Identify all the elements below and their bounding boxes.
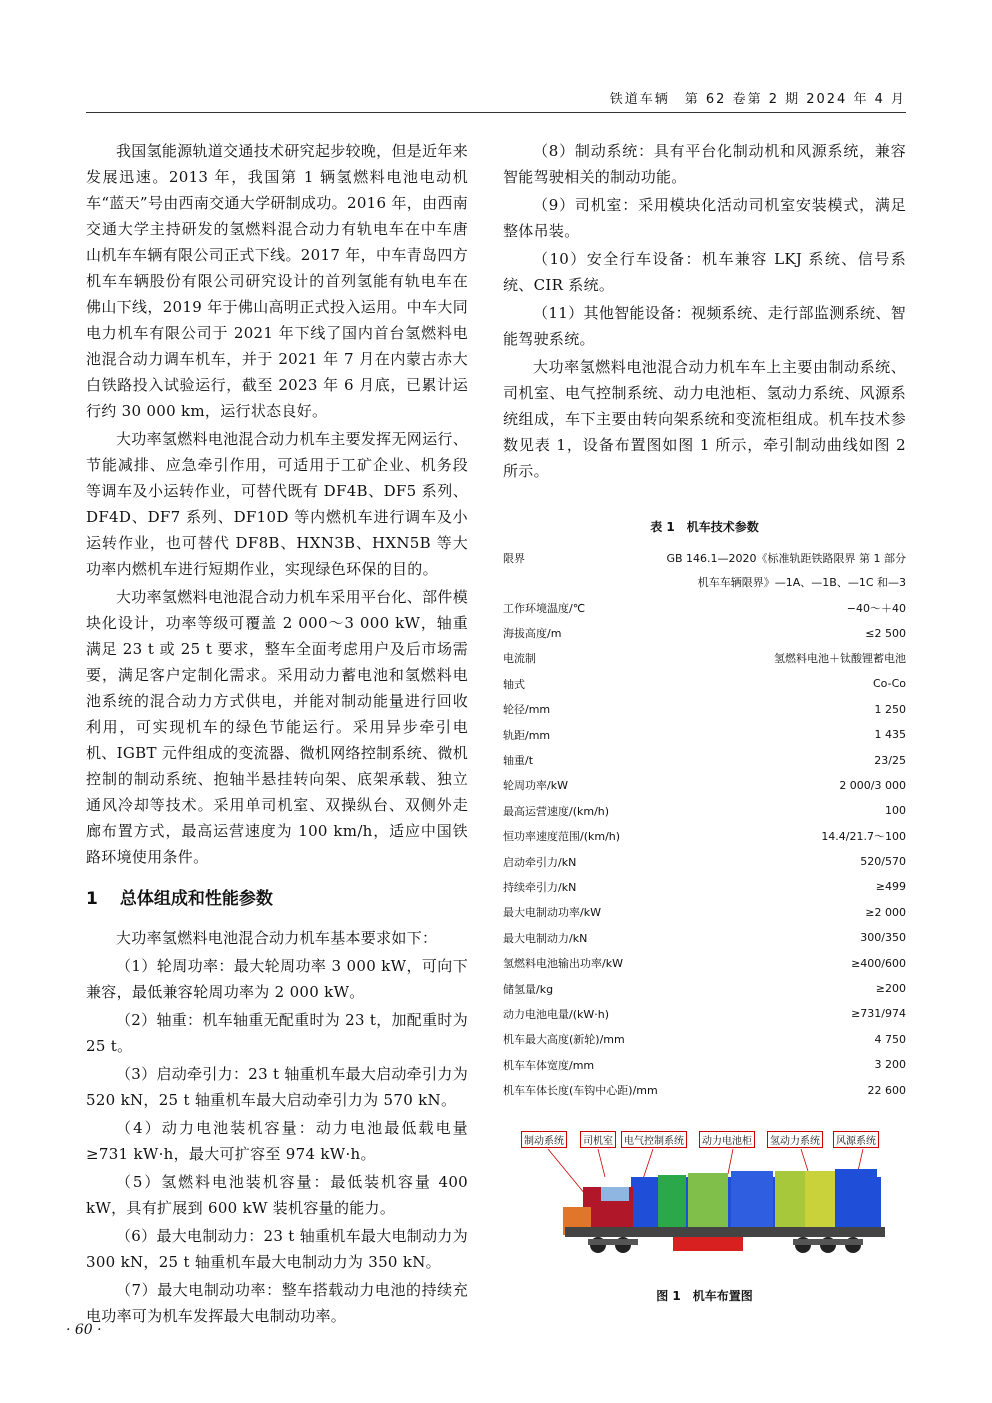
param-value: 2 000/3 000 [839, 778, 906, 792]
fig-label: 动力电池柜 [699, 1131, 755, 1148]
param-name: 轴式 [503, 677, 525, 691]
param-value: 3 200 [874, 1058, 906, 1072]
param-name: 轨距/mm [503, 728, 551, 742]
param-value: ≤2 500 [865, 626, 906, 640]
paragraph: 大功率氢燃料电池混合动力机车主要发挥无网运行、节能减排、应急牵引作用，可适用于工矿企业、机务段等调车及小运转作业，可替代既有 DF4B、DF5 系列、DF4D、DF7 系列、DF10D 等内燃机车进行调车及小运转作业，也可替代 DF8B、HXN3B、HXN5B 等大功率内燃机车进行短期作业，实现绿色环保的目的。 [86, 430, 468, 578]
figure-caption: 图 1 机车布置图 [656, 1288, 753, 1303]
right-column [503, 138, 906, 1304]
param-name: 电流制 [503, 652, 536, 666]
table-row [503, 547, 906, 595]
table-caption: 表 1 机车技术参数 [650, 520, 759, 534]
param-name: 最高运营速度/(km/h) [503, 804, 610, 818]
table-row [503, 722, 906, 747]
param-value: 520/570 [860, 855, 906, 869]
paragraph: （6）最大电制动力：23 t 轴重机车最大电制动力为 300 kN，25 t 轴重机车最大电制动力为 350 kN。 [86, 1227, 468, 1271]
paragraph: （4）动力电池装机容量：动力电池最低载电量≥731 kW·h，最大可扩容至 974 kW·h。 [86, 1119, 468, 1163]
param-name: 最大电制动功率/kW [503, 906, 601, 920]
left-column [86, 138, 468, 1331]
fig-label: 电气控制系统 [621, 1131, 687, 1148]
param-value: ≥2 000 [865, 905, 906, 919]
page-number: · 60 · [66, 1322, 102, 1338]
param-name: 轮周功率/kW [503, 779, 568, 793]
parameter-table [503, 547, 906, 1103]
param-value: −40～＋40 [846, 601, 906, 615]
param-name: 启动牵引力/kN [503, 855, 577, 869]
param-name: 海拔高度/m [503, 627, 562, 641]
table-row [503, 595, 906, 620]
param-name: 最大电制动力/kN [503, 931, 588, 945]
paragraph: （10）安全行车设备：机车兼容 LKJ 系统、信号系统、CIR 系统。 [503, 250, 906, 294]
paragraph: （9）司机室：采用模块化活动司机室安装模式，满足整体吊装。 [503, 196, 906, 240]
paragraph: （11）其他智能设备：视频系统、走行部监测系统、智能驾驶系统。 [503, 304, 906, 348]
paragraph: （8）制动系统：具有平台化制动机和风源系统，兼容智能驾驶相关的制动功能。 [503, 142, 906, 186]
table-row [503, 976, 906, 1001]
param-name: 储氢量/kg [503, 982, 554, 996]
table-row [503, 824, 906, 849]
param-value: 14.4/21.7～100 [821, 830, 906, 844]
param-value: 100 [885, 804, 906, 818]
locomotive-figure [503, 1131, 906, 1281]
locomotive-illustration [503, 1149, 906, 1274]
paragraph: 大功率氢燃料电池混合动力机车采用平台化、部件模块化设计，功率等级可覆盖 2 000～3 000 kW，轴重满足 23 t 或 25 t 要求，整车全面考虑用户及后市场需要，满足客户定制化需求。采用动力蓄电池和氢燃料电池系统的混合动力方式供电，并能对制动能量进行回收利用，可实现机车的绿色节能运行。采用异步牵引电机、IGBT 元件组成的变流器、微机网络控制系统、微机控制的制动系统、抱轴半悬挂转向架、底架承载、独立通风冷却等技术。采用单司机室、双操纵台、双侧外走廊布置方式，最高运营速度为 100 km/h，适应中国铁路环境使用条件。 [86, 588, 468, 866]
param-value: 23/25 [874, 753, 906, 767]
table-row [503, 900, 906, 925]
param-name: 机车车体长度(车钩中心距)/mm [503, 1084, 658, 1098]
paragraph: 大功率氢燃料电池混合动力机车基本要求如下： [116, 929, 438, 947]
param-value: ≥200 [875, 982, 906, 996]
table-row [503, 646, 906, 671]
journal-info: 铁道车辆 第 62 卷第 2 期 2024 年 4 月 [609, 92, 906, 107]
param-name: 氢燃料电池输出功率/kW [503, 957, 623, 971]
table-row [503, 671, 906, 696]
paragraph: 大功率氢燃料电池混合动力机车车上主要由制动系统、司机室、电气控制系统、动力电池柜、氢动力系统、风源系统组成，车下主要由转向架系统和变流柜组成。机车技术参数见表 1，设备布置图如图 1 所示，牵引制动曲线如图 2 所示。 [503, 358, 906, 480]
param-value: ≥400/600 [851, 956, 906, 970]
param-value: GB 146.1—2020《标准轨距铁路限界 第 1 部分 机车车辆限界》—1A、—1B、—1C 和—3 [666, 552, 906, 589]
param-name: 工作环境温度/℃ [503, 601, 586, 615]
fig-label: 风源系统 [833, 1131, 879, 1148]
paragraph: （3）启动牵引力：23 t 轴重机车最大启动牵引力为 520 kN，25 t 轴重机车最大启动牵引力为 570 kN。 [86, 1065, 468, 1109]
table-row [503, 798, 906, 823]
param-value: 1 435 [874, 728, 906, 742]
section-number: 1 [86, 889, 98, 909]
table-row [503, 1001, 906, 1026]
fig-label: 制动系统 [521, 1131, 567, 1148]
paragraph: （2）轴重：机车轴重无配重时为 23 t，加配重时为 25 t。 [86, 1011, 468, 1055]
param-value: 氢燃料电池＋钛酸锂蓄电池 [774, 652, 906, 666]
table-row [503, 1077, 906, 1102]
table-row [503, 747, 906, 772]
param-name: 轴重/t [503, 754, 534, 768]
table-row [503, 849, 906, 874]
param-value: 300/350 [860, 931, 906, 945]
paragraph: （1）轮周功率：最大轮周功率 3 000 kW，可向下兼容，最低兼容轮周功率为 2 000 kW。 [86, 957, 468, 1001]
table-row [503, 874, 906, 899]
param-name: 轮径/mm [503, 703, 551, 717]
paragraph: （5）氢燃料电池装机容量：最低装机容量 400 kW，具有扩展到 600 kW 装机容量的能力。 [86, 1173, 468, 1217]
fig-label: 氢动力系统 [767, 1131, 823, 1148]
section-heading [86, 884, 468, 909]
param-value: ≥731/974 [851, 1007, 906, 1021]
param-name: 机车车体宽度/mm [503, 1058, 595, 1072]
fig-label: 司机室 [580, 1131, 616, 1148]
table-row [503, 697, 906, 722]
section-title: 总体组成和性能参数 [119, 889, 273, 909]
table-row [503, 950, 906, 975]
param-name: 恒功率速度范围/(km/h) [503, 830, 621, 844]
param-value: 4 750 [874, 1032, 906, 1046]
paragraph: （7）最大电制动功率：整车搭载动力电池的持续充电功率可为机车发挥最大电制动功率。 [86, 1281, 468, 1325]
param-value: 1 250 [874, 702, 906, 716]
param-name: 机车最大高度(新轮)/mm [503, 1033, 625, 1047]
paragraph: 我国氢能源轨道交通技术研究起步较晚，但是近年来发展迅速。2013 年，我国第 1 辆氢燃料电池电动机车“蓝天”号由西南交通大学研制成功。2016 年，由西南交通大学主持研发的氢燃料混合动力有轨电车在中车唐山机车车辆有限公司正式下线。2017 年，中车青岛四方机车车辆股份有限公司研究设计的首列氢能有轨电车在佛山下线，2019 年于佛山高明正式投入运用。中车大同电力机车有限公司于 2021 年下线了国内首台氢燃料电池混合动力调车机车，并于 2021 年 7 月在内蒙古赤大白铁路投入试验运行，截至 2023 年 6 月底，已累计运行约 30 000 km，运行状态良好。 [86, 142, 468, 420]
table-row [503, 1052, 906, 1077]
param-name: 持续牵引力/kN [503, 880, 577, 894]
param-name: 动力电池电量/(kW·h) [503, 1007, 610, 1021]
table-row [503, 773, 906, 798]
table-row [503, 620, 906, 645]
param-value: 22 600 [867, 1083, 906, 1097]
running-header [86, 84, 906, 113]
param-value: Co-Co [873, 677, 906, 691]
param-name: 限界 [503, 552, 525, 565]
table-row [503, 925, 906, 950]
param-value: ≥499 [875, 880, 906, 894]
table-row [503, 1027, 906, 1052]
